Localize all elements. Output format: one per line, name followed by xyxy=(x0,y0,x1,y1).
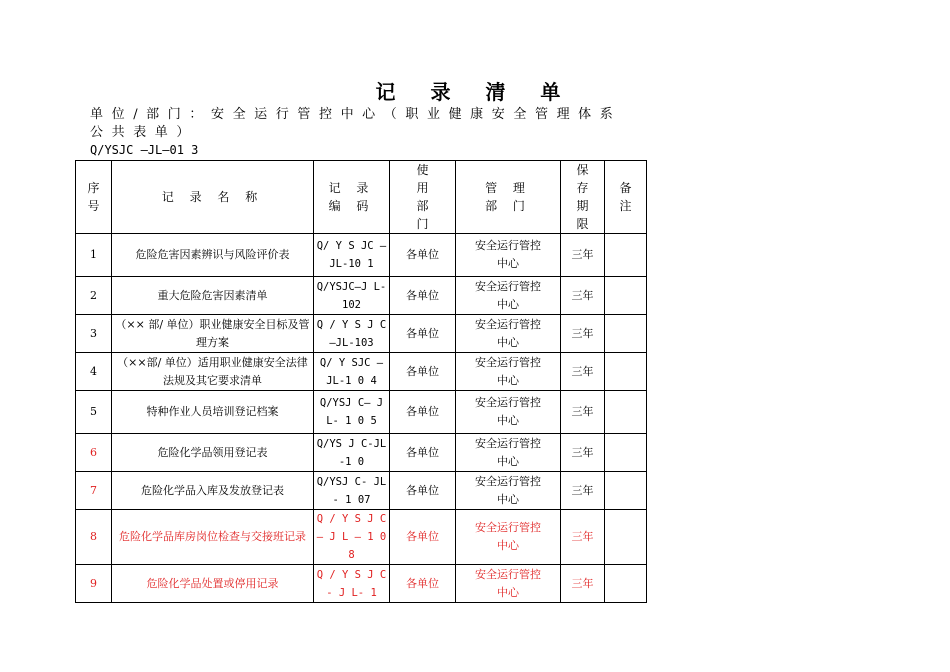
row-seq: 6 xyxy=(76,434,112,472)
row-record-code: Q/ Y S JC —JL-10 1 xyxy=(314,234,390,277)
record-list-table xyxy=(75,160,647,603)
row-remarks xyxy=(605,315,647,353)
row-manage-dept: 安全运行管控中心 xyxy=(456,565,561,603)
row-seq: 7 xyxy=(76,472,112,510)
row-remarks xyxy=(605,510,647,565)
row-remarks xyxy=(605,353,647,391)
row-manage-dept: 安全运行管控中心 xyxy=(456,434,561,472)
row-user-dept: 各单位 xyxy=(390,277,456,315)
row-record-name: 危险化学品处置或停用记录 xyxy=(112,565,314,603)
row-manage-dept: 安全运行管控中心 xyxy=(456,472,561,510)
table-row xyxy=(76,277,647,315)
row-record-code: Q / Y S J C- J L- 1 xyxy=(314,565,390,603)
row-remarks xyxy=(605,565,647,603)
table-row xyxy=(76,510,647,565)
row-record-name: 危险化学品领用登记表 xyxy=(112,434,314,472)
table-row xyxy=(76,565,647,603)
row-retention: 三年 xyxy=(561,353,605,391)
row-remarks xyxy=(605,434,647,472)
row-user-dept: 各单位 xyxy=(390,434,456,472)
row-manage-dept: 安全运行管控中心 xyxy=(456,277,561,315)
table-row xyxy=(76,234,647,277)
row-manage-dept: 安全运行管控中心 xyxy=(456,234,561,277)
header-code: 记 录 编 码 xyxy=(314,161,390,234)
table-row xyxy=(76,391,647,434)
unit-department-line: 单位/部门：安全运行管控中心（职业健康安全管理体系公共表单） xyxy=(90,107,622,140)
row-record-name: （×× 部/ 单位）职业健康安全目标及管理方案 xyxy=(112,315,314,353)
row-seq: 9 xyxy=(76,565,112,603)
row-manage-dept: 安全运行管控中心 xyxy=(456,315,561,353)
row-user-dept: 各单位 xyxy=(390,565,456,603)
row-record-name: （××部/ 单位）适用职业健康安全法律法规及其它要求清单 xyxy=(112,353,314,391)
header-user-dept: 使用部门 xyxy=(390,161,456,234)
header-retention: 保存期限 xyxy=(561,161,605,234)
row-record-code: Q/YS J C-JL-1 0 xyxy=(314,434,390,472)
page-title: 记 录 清 单 xyxy=(375,80,575,104)
table-row xyxy=(76,434,647,472)
table-header-row xyxy=(76,161,647,234)
row-remarks xyxy=(605,277,647,315)
row-record-code: Q / Y S J C— J L — 1 08 xyxy=(314,510,390,565)
header-seq: 序号 xyxy=(76,161,112,234)
row-seq: 5 xyxy=(76,391,112,434)
row-retention: 三年 xyxy=(561,565,605,603)
row-seq: 2 xyxy=(76,277,112,315)
row-user-dept: 各单位 xyxy=(390,315,456,353)
row-user-dept: 各单位 xyxy=(390,510,456,565)
row-user-dept: 各单位 xyxy=(390,234,456,277)
row-record-code: Q/YSJC—J L-102 xyxy=(314,277,390,315)
row-record-code: Q/YSJ C- JL- 1 07 xyxy=(314,472,390,510)
row-record-name: 特种作业人员培训登记档案 xyxy=(112,391,314,434)
row-record-name: 危险化学品库房岗位检查与交接班记录 xyxy=(112,510,314,565)
row-seq: 8 xyxy=(76,510,112,565)
header-name: 记 录 名 称 xyxy=(112,161,314,234)
row-retention: 三年 xyxy=(561,472,605,510)
form-code: Q/YSJC —JL—01 3 xyxy=(90,143,199,157)
row-manage-dept: 安全运行管控中心 xyxy=(456,510,561,565)
row-record-name: 危险化学品入库及发放登记表 xyxy=(112,472,314,510)
row-record-code: Q/ Y SJC — JL-1 0 4 xyxy=(314,353,390,391)
row-seq: 3 xyxy=(76,315,112,353)
row-remarks xyxy=(605,234,647,277)
row-retention: 三年 xyxy=(561,234,605,277)
row-user-dept: 各单位 xyxy=(390,472,456,510)
row-record-name: 危险危害因素辨识与风险评价表 xyxy=(112,234,314,277)
row-seq: 1 xyxy=(76,234,112,277)
row-remarks xyxy=(605,391,647,434)
row-retention: 三年 xyxy=(561,277,605,315)
row-record-name: 重大危险危害因素清单 xyxy=(112,277,314,315)
row-user-dept: 各单位 xyxy=(390,353,456,391)
row-record-code: Q / Y S J C —JL-103 xyxy=(314,315,390,353)
row-retention: 三年 xyxy=(561,315,605,353)
row-remarks xyxy=(605,472,647,510)
row-seq: 4 xyxy=(76,353,112,391)
row-manage-dept: 安全运行管控中心 xyxy=(456,391,561,434)
header-manage-dept: 管 理 部 门 xyxy=(456,161,561,234)
row-record-code: Q/YSJ C— J L- 1 0 5 xyxy=(314,391,390,434)
row-retention: 三年 xyxy=(561,434,605,472)
table-row xyxy=(76,315,647,353)
row-retention: 三年 xyxy=(561,510,605,565)
row-retention: 三年 xyxy=(561,391,605,434)
header-remarks: 备注 xyxy=(605,161,647,234)
table-row xyxy=(76,353,647,391)
row-user-dept: 各单位 xyxy=(390,391,456,434)
row-manage-dept: 安全运行管控中心 xyxy=(456,353,561,391)
table-row xyxy=(76,472,647,510)
